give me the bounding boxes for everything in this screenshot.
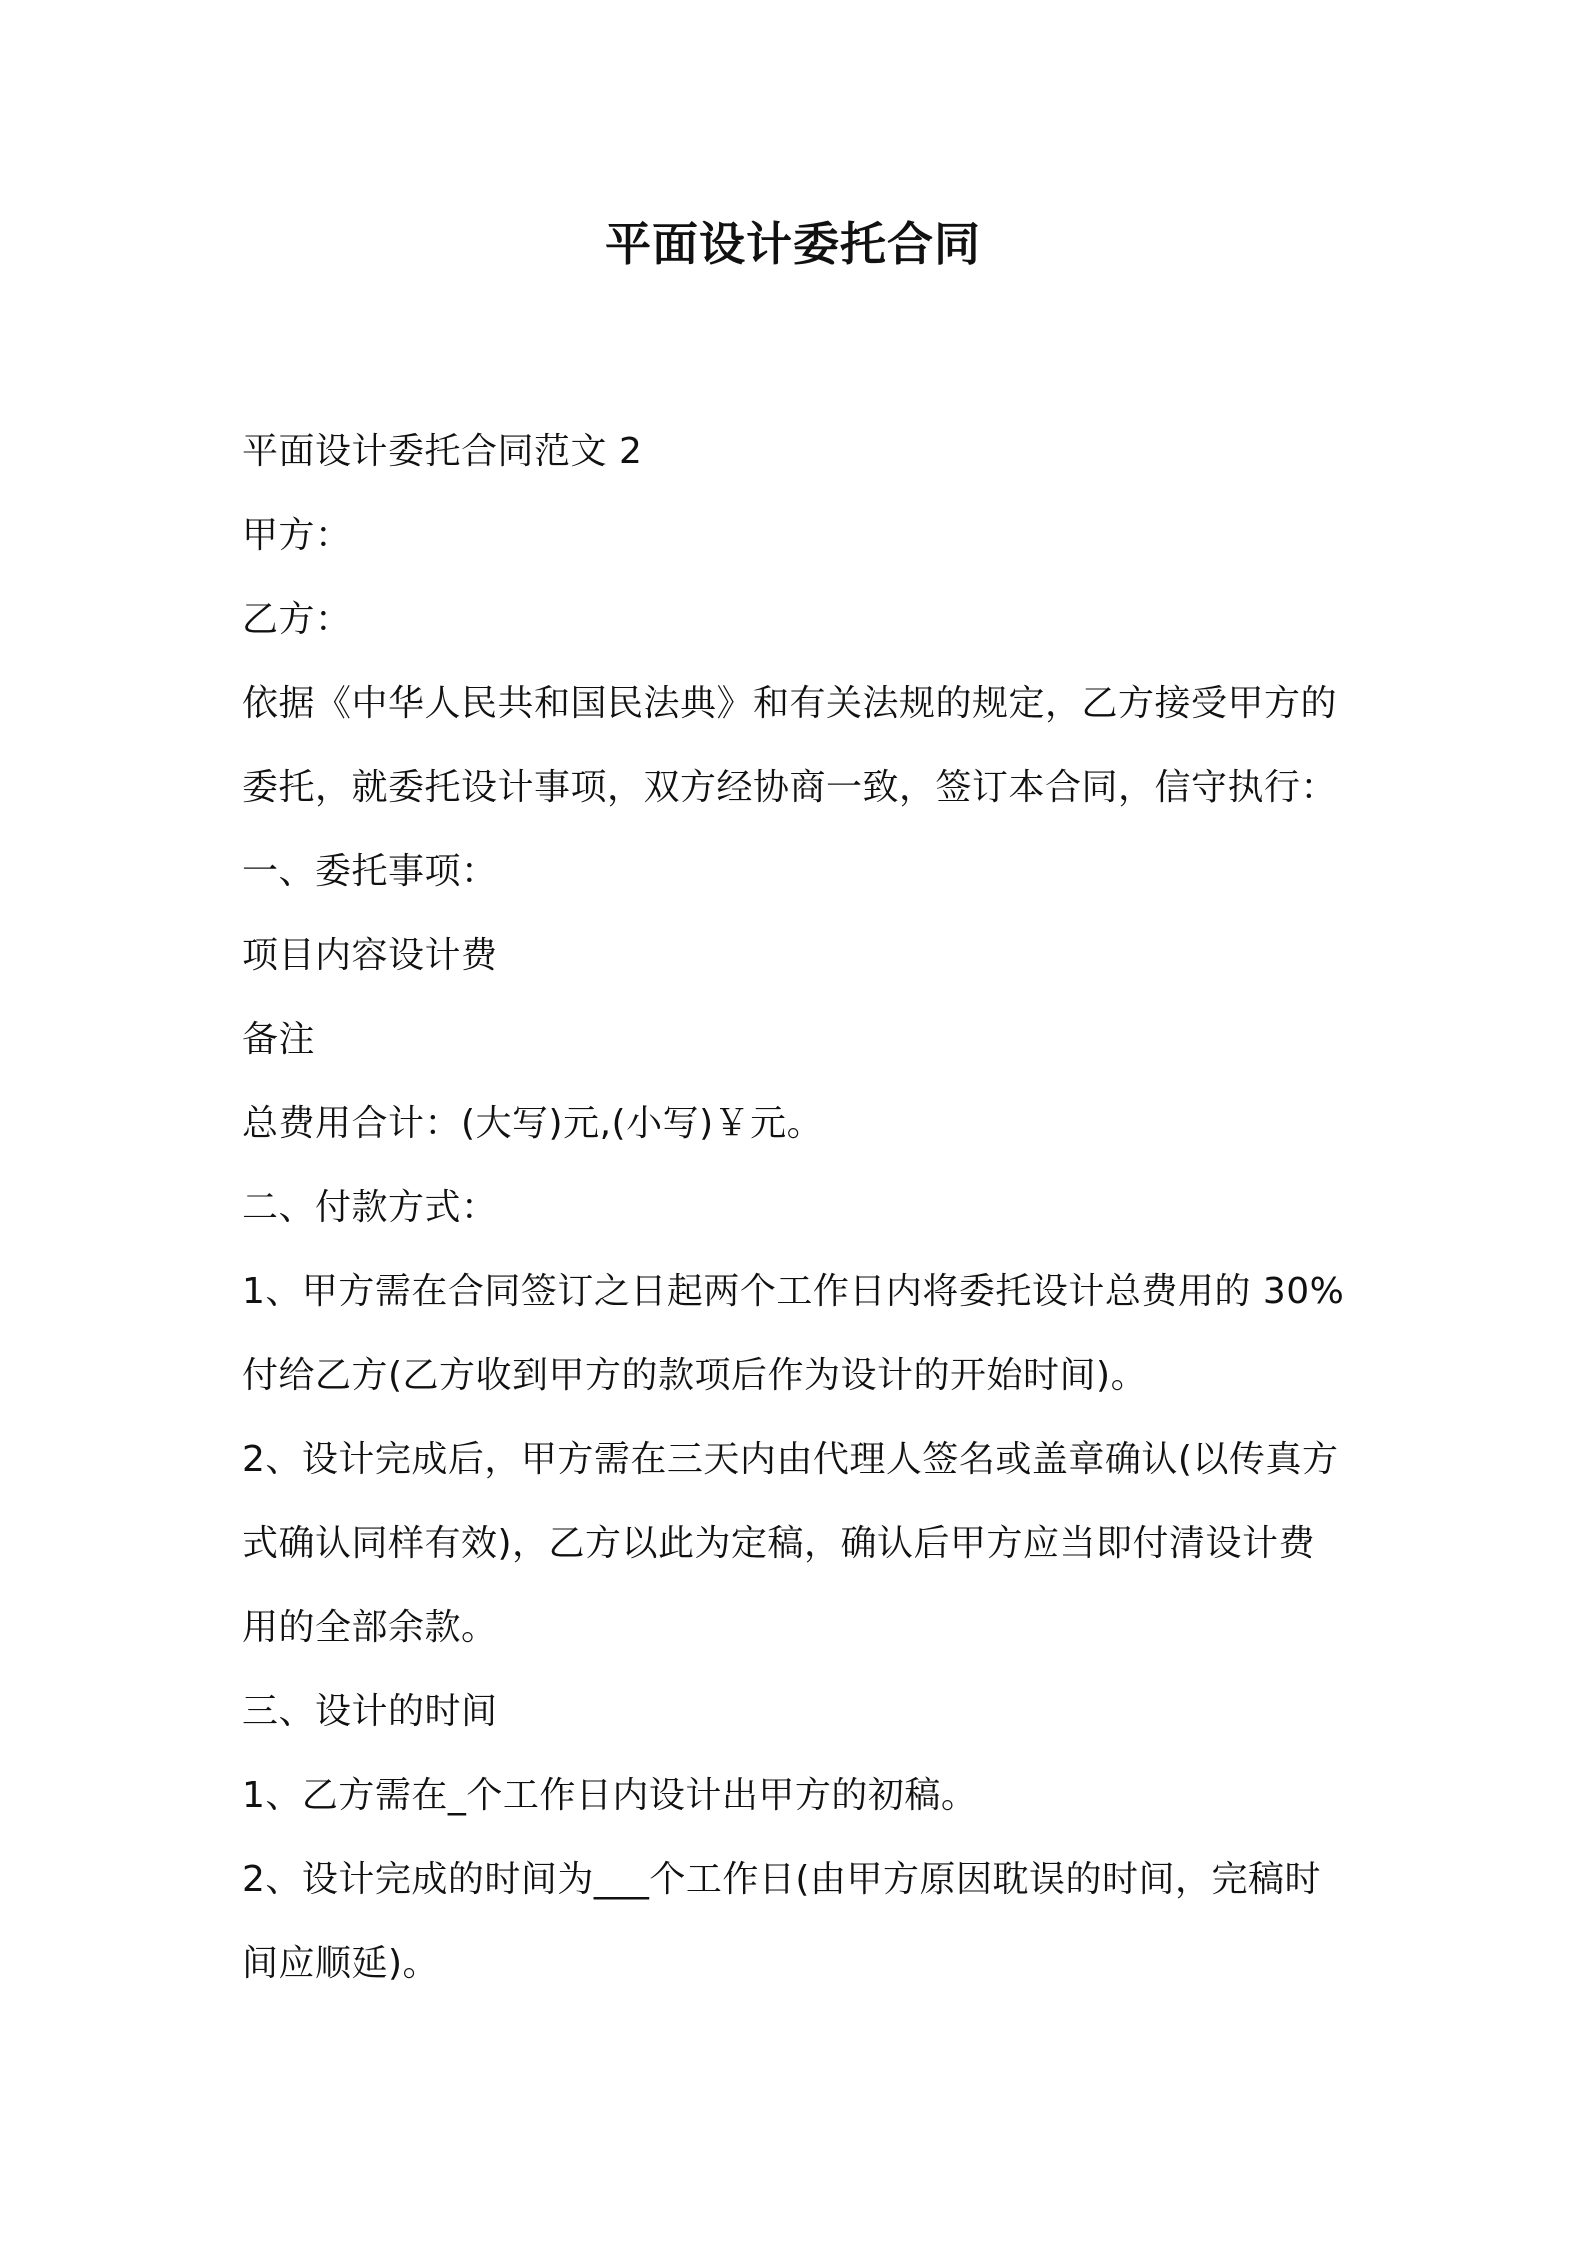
payment-clause-1-line-2: 付给乙方(乙方收到甲方的款项后作为设计的开始时间)。 xyxy=(242,1355,1148,1396)
payment-clause-2-line-2: 式确认同样有效)，乙方以此为定稿，确认后甲方应当即付清设计费 xyxy=(242,1523,1316,1564)
time-clause-1: 1、乙方需在_个工作日内设计出甲方的初稿。 xyxy=(242,1775,978,1816)
contract-subtitle: 平面设计委托合同范文 2 xyxy=(242,431,643,472)
remarks-line: 备注 xyxy=(242,1019,316,1060)
document-body xyxy=(242,410,1360,2006)
document-title: 平面设计委托合同 xyxy=(605,217,981,271)
preamble-line-1: 依据《中华人民共和国民法典》和有关法规的规定，乙方接受甲方的 xyxy=(242,683,1338,724)
party-a-line: 甲方： xyxy=(242,515,352,556)
time-clause-2-line-2: 间应顺延)。 xyxy=(242,1943,440,1984)
party-b-line: 乙方： xyxy=(242,599,352,640)
payment-clause-1-line-1: 1、甲方需在合同签订之日起两个工作日内将委托设计总费用的 30% xyxy=(242,1271,1345,1312)
item-content-line: 项目内容设计费 xyxy=(242,935,498,976)
total-fee-line: 总费用合计：(大写)元,(小写)￥元。 xyxy=(242,1103,824,1144)
payment-clause-2-line-1: 2、设计完成后，甲方需在三天内由代理人签名或盖章确认(以传真方 xyxy=(242,1439,1339,1480)
payment-clause-2-line-3: 用的全部余款。 xyxy=(242,1607,498,1648)
section-heading-payment: 二、付款方式： xyxy=(242,1187,498,1228)
section-heading-entrusted-items: 一、委托事项： xyxy=(242,851,498,892)
preamble-line-2: 委托，就委托设计事项，双方经协商一致，签订本合同，信守执行： xyxy=(242,767,1338,808)
section-heading-design-time: 三、设计的时间 xyxy=(242,1691,498,1732)
time-clause-2-line-1: 2、设计完成的时间为___个工作日(由甲方原因耽误的时间，完稿时 xyxy=(242,1859,1321,1900)
